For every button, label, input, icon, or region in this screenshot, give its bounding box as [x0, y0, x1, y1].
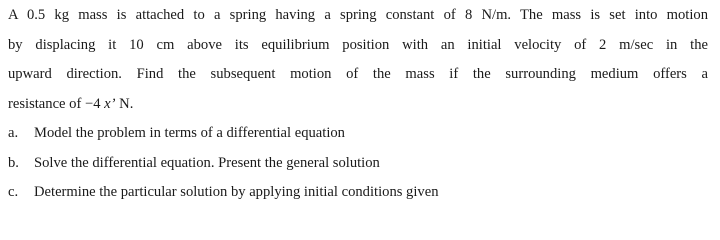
problem-line: by displacing it 10 cm above its equilibrium position with an initial velocity of 2 m/sec in the [8, 36, 708, 53]
problem-line: A 0.5 kg mass is attached to a spring having a spring constant of 8 N/m. The mass is set into motion [8, 7, 708, 23]
problem-line-last [8, 90, 708, 120]
task-text: Model the problem in terms of a differential equation [34, 125, 345, 141]
task-marker: c. [8, 184, 19, 200]
units-text: N. [115, 95, 134, 112]
problem-line: upward direction. Find the subsequent motion of the mass if the surrounding medium offers a [8, 66, 708, 82]
task-marker: b. [8, 154, 19, 171]
velocity-term: x’ [104, 95, 116, 112]
resistance-text: resistance of −4 [8, 95, 105, 112]
task-item-c [8, 178, 708, 208]
task-text: Determine the particular solution by applying initial conditions given [34, 184, 439, 200]
task-text: Solve the differential equation. Present the general solution [34, 154, 380, 171]
task-item-b [8, 149, 708, 179]
problem-statement [8, 0, 708, 119]
task-item-a [8, 119, 708, 149]
task-list [8, 119, 708, 208]
problem-document [8, 0, 708, 208]
task-marker: a. [8, 125, 19, 141]
